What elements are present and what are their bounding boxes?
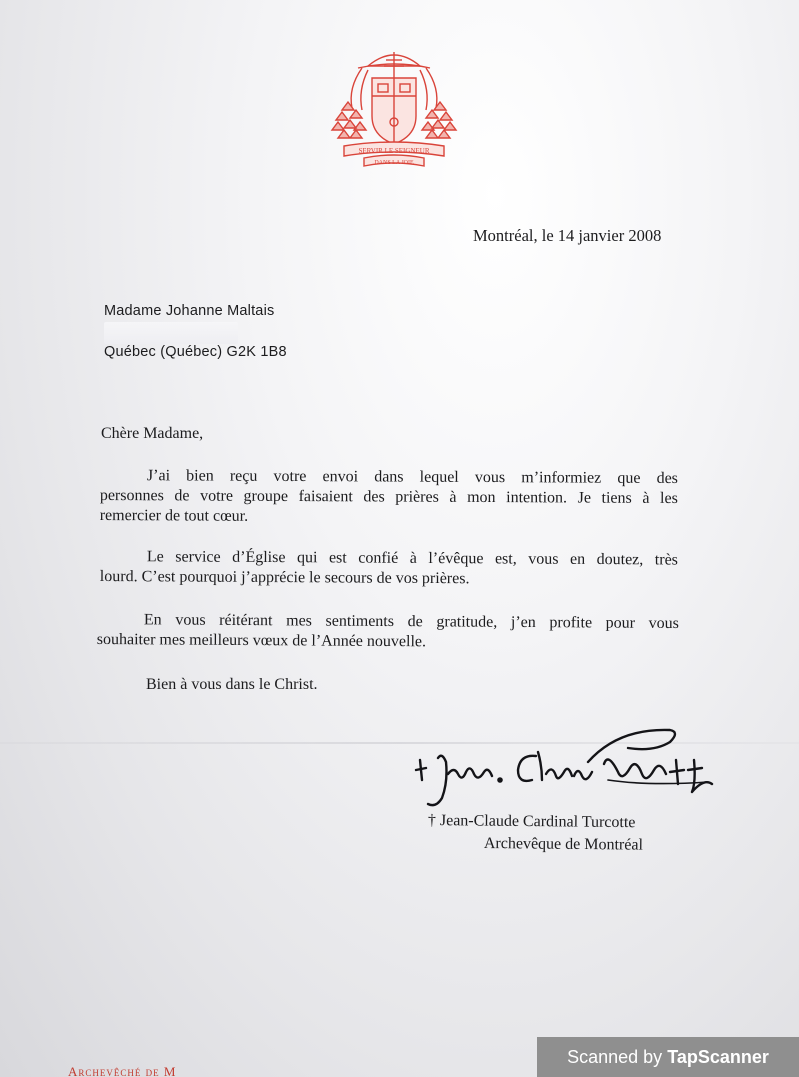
paragraph-line: souhaiter mes meilleurs vœux de l’Année nouvelle. [96, 630, 427, 651]
body-paragraph-3 [97, 610, 679, 654]
paragraph-line: J’ai bien reçu votre envoi dans lequel vous m’informiez que des [146, 467, 678, 488]
paragraph-line: remercier de tout cœur. [99, 506, 249, 525]
paragraph-line: En vous réitérant mes sentiments de gratitude, j’en profite pour vous [143, 611, 679, 633]
signatory-name: † Jean-Claude Cardinal Turcotte [427, 812, 636, 832]
scanner-watermark-badge [537, 1037, 799, 1077]
recipient-city-line: Québec (Québec) G2K 1B8 [104, 344, 287, 360]
scan-badge-prefix: Scanned by [567, 1046, 663, 1067]
salutation: Chère Madame, [101, 425, 204, 442]
letter-date: Montréal, le 14 janvier 2008 [473, 226, 662, 245]
body-paragraph-1 [100, 466, 678, 529]
signatory-title: Archevêque de Montréal [483, 835, 644, 854]
crest-motto-bottom: DANS LA JOIE [374, 160, 414, 166]
scan-badge-brand: TapScanner [667, 1046, 769, 1067]
paragraph-line: Le service d’Église qui est confié à l’évêque est, vous en doutez, très [146, 548, 678, 569]
recipient-name: Madame Johanne Maltais [104, 303, 275, 319]
handwritten-signature [408, 722, 728, 812]
coat-of-arms-icon [328, 38, 460, 170]
paragraph-line: lourd. C’est pourquoi j’apprécie le secours de vos prières. [99, 567, 470, 588]
body-paragraph-2 [100, 547, 678, 591]
closing-line: Bien à vous dans le Christ. [146, 676, 318, 693]
crest-motto-top: SERVIR LE SEIGNEUR [358, 147, 430, 155]
footer-organization: Archevêché de M [68, 1064, 177, 1077]
paragraph-line: personnes de votre groupe faisaient des prières à mon intention. Je tiens à les [99, 486, 678, 508]
redacted-street-address [104, 322, 238, 344]
